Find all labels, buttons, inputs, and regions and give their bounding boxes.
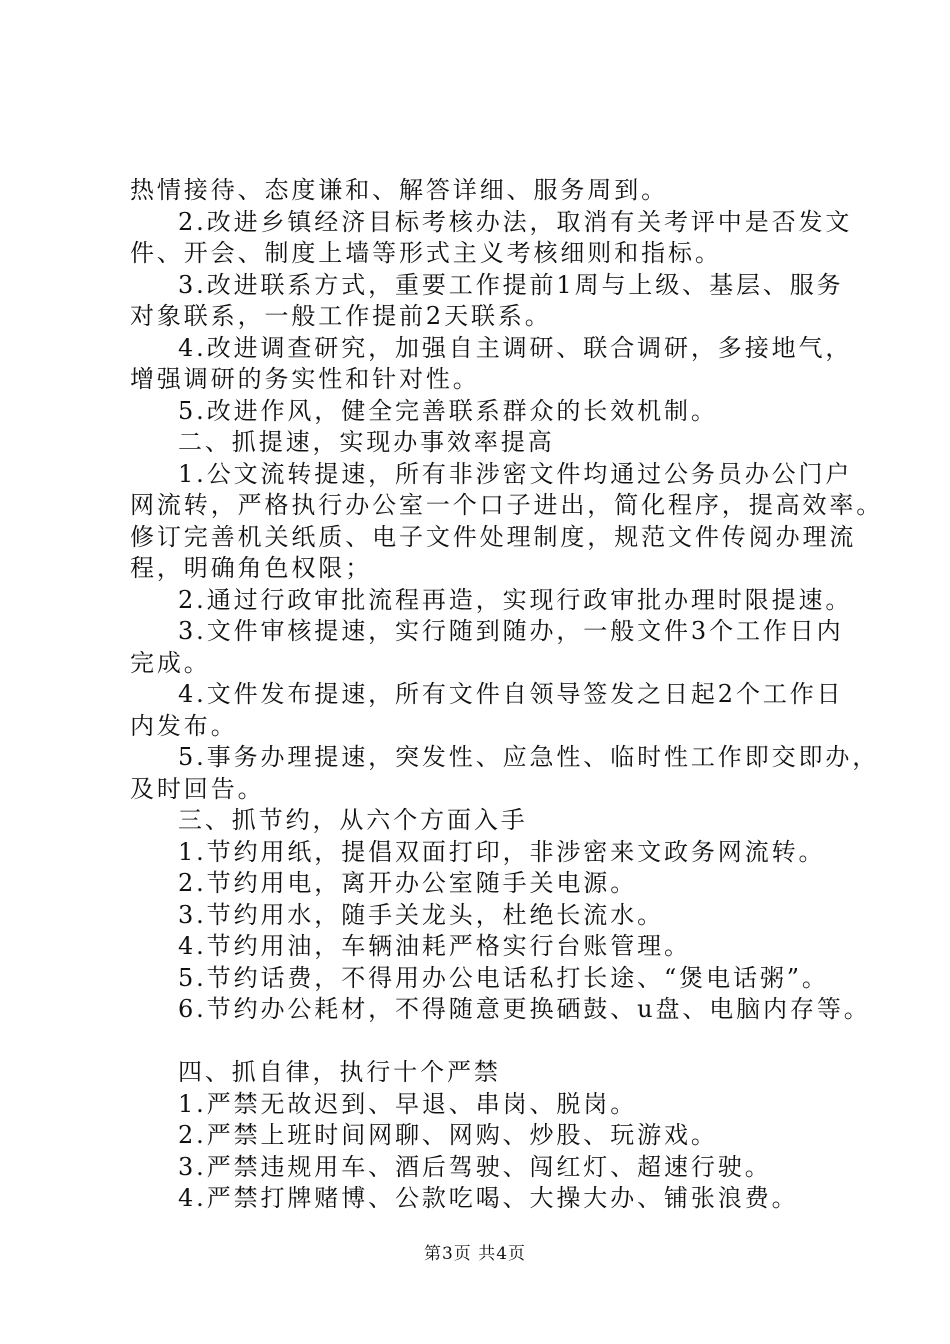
paragraph-line: 1.严禁无故迟到、早退、串岗、脱岗。 — [178, 1090, 638, 1118]
paragraph-line: 件、开会、制度上墙等形式主义考核细则和指标。 — [130, 239, 722, 267]
paragraph-line: 3.严禁违规用车、酒后驾驶、闯红灯、超速行驶。 — [178, 1153, 772, 1181]
paragraph-line: 5.改进作风，健全完善联系群众的长效机制。 — [178, 397, 718, 425]
paragraph-line: 2.严禁上班时间网聊、网购、炒股、玩游戏。 — [178, 1121, 718, 1149]
section-heading: 三、抓节约，从六个方面入手 — [178, 806, 528, 834]
section-heading: 四、抓自律，执行十个严禁 — [178, 1058, 501, 1086]
paragraph-line: 增强调研的务实性和针对性。 — [130, 365, 480, 393]
paragraph-line: 完成。 — [130, 649, 211, 677]
page-number-footer: 第3页 共4页 — [423, 1244, 527, 1264]
paragraph-line: 1.公文流转提速，所有非涉密文件均通过公务员办公门户 — [178, 460, 853, 488]
paragraph-line: 2.通过行政审批流程再造，实现行政审批办理时限提速。 — [178, 586, 853, 614]
paragraph-line: 2.节约用电，离开办公室随手关电源。 — [178, 869, 638, 897]
paragraph-line: 4.严禁打牌赌博、公款吃喝、大操大办、铺张浪费。 — [178, 1184, 799, 1212]
section-heading: 二、抓提速，实现办事效率提高 — [178, 428, 555, 456]
paragraph-line: 4.文件发布提速，所有文件自领导签发之日起2个工作日 — [178, 680, 844, 708]
paragraph-line: 网流转，严格执行办公室一个口子进出，简化程序，提高效率。 — [130, 491, 884, 519]
paragraph-line: 对象联系，一般工作提前2天联系。 — [130, 302, 552, 330]
paragraph-line: 内发布。 — [130, 712, 238, 740]
paragraph-line: 3.节约用水，随手关龙头，杜绝长流水。 — [178, 901, 664, 929]
paragraph-line: 及时回告。 — [130, 775, 265, 803]
paragraph-line: 2.改进乡镇经济目标考核办法，取消有关考评中是否发文 — [178, 208, 853, 236]
paragraph-line: 4.节约用油，车辆油耗严格实行台账管理。 — [178, 932, 691, 960]
paragraph-line: 3.改进联系方式，重要工作提前1周与上级、基层、服务 — [178, 271, 844, 299]
paragraph-line: 修订完善机关纸质、电子文件处理制度，规范文件传阅办理流 — [130, 523, 857, 551]
paragraph-line: 4.改进调查研究，加强自主调研、联合调研，多接地气， — [178, 334, 853, 362]
paragraph-line: 5.事务办理提速，突发性、应急性、临时性工作即交即办， — [178, 743, 880, 771]
paragraph-line: 5.节约话费，不得用办公电话私打长途、“煲电话粥”。 — [178, 964, 829, 992]
paragraph-line: 6.节约办公耗材，不得随意更换硒鼓、u盘、电脑内存等。 — [178, 995, 871, 1023]
paragraph-line: 程，明确角色权限； — [130, 554, 373, 582]
paragraph-line: 热情接待、态度谦和、解答详细、服务周到。 — [130, 176, 668, 204]
paragraph-line: 1.节约用纸，提倡双面打印，非涉密来文政务网流转。 — [178, 838, 826, 866]
paragraph-line: 3.文件审核提速，实行随到随办，一般文件3个工作日内 — [178, 617, 844, 645]
